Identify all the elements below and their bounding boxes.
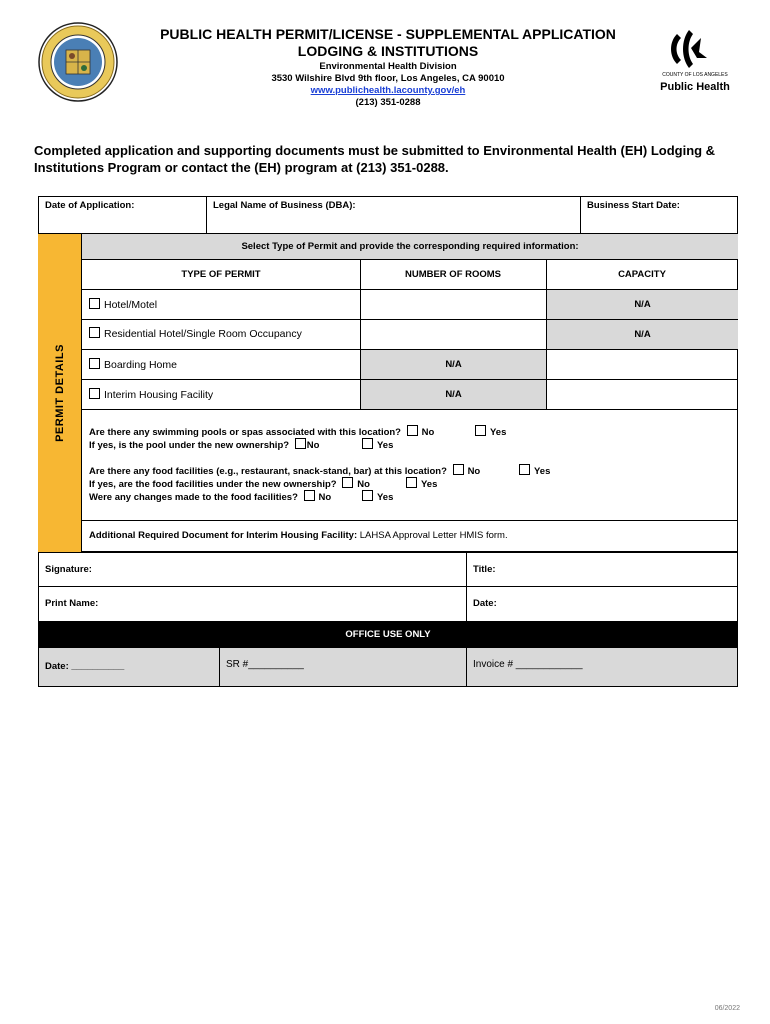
office-invoice-field: Invoice # ____________	[473, 659, 583, 670]
boarding-home-checkbox[interactable]	[89, 358, 100, 369]
food-changes-yes-checkbox[interactable]	[362, 490, 373, 501]
permit-details-band	[38, 234, 82, 552]
form-version-date: 06/2022	[714, 1005, 740, 1012]
signature-label: Signature:	[45, 564, 92, 575]
form-title-line1: PUBLIC HEALTH PERMIT/LICENSE - SUPPLEMENTAL APPLICATION	[160, 26, 616, 42]
number-of-rooms-header: NUMBER OF ROOMS	[404, 269, 502, 280]
division-name: Environmental Health Division	[319, 61, 457, 72]
hotel-motel-checkbox[interactable]	[89, 298, 100, 309]
title-label: Title:	[473, 564, 496, 575]
date-of-application-label: Date of Application:	[45, 200, 135, 211]
form-title-line2: LODGING & INSTITUTIONS	[297, 43, 479, 59]
pool-yes-checkbox[interactable]	[475, 425, 486, 436]
hotel-motel-capacity: N/A	[634, 299, 651, 310]
permit-row-residential-hotel: Residential Hotel/Single Room Occupancy	[89, 327, 302, 340]
business-name-label: Legal Name of Business (DBA):	[213, 200, 356, 211]
pool-ownership-question: If yes, is the pool under the new ownership? No	[89, 440, 320, 451]
interim-housing-rooms: N/A	[445, 389, 462, 400]
interim-housing-checkbox[interactable]	[89, 388, 100, 399]
pool-question: Are there any swimming pools or spas associated with this location? No	[89, 427, 435, 438]
signature-date-label: Date:	[473, 598, 497, 609]
permit-details-label: PERMIT DETAILS	[54, 344, 66, 442]
permit-row-hotel-motel: Hotel/Motel	[89, 298, 157, 311]
pool-no-checkbox[interactable]	[407, 425, 418, 436]
boarding-home-rooms: N/A	[445, 359, 462, 370]
permit-row-interim-housing: Interim Housing Facility	[89, 388, 213, 401]
office-date-field: Date: __________	[45, 661, 125, 672]
logo-title: Public Health	[660, 81, 730, 93]
pool-ownership-no-checkbox[interactable]	[295, 438, 306, 449]
interim-housing-capacity-input[interactable]	[550, 382, 734, 406]
website-link[interactable]: www.publichealth.lacounty.gov/eh	[310, 85, 466, 96]
residential-hotel-checkbox[interactable]	[89, 327, 100, 338]
additional-document-value: LAHSA Approval Letter HMIS form.	[359, 530, 508, 541]
food-facility-no-checkbox[interactable]	[453, 464, 464, 475]
additional-document-note: Additional Required Document for Interim Housing Facility: LAHSA Approval Letter HMIS form.	[89, 530, 508, 541]
office-use-section	[38, 647, 738, 687]
office-sr-field: SR #__________	[226, 659, 304, 670]
food-ownership-question: If yes, are the food facilities under the new ownership? No	[89, 479, 370, 490]
hotel-motel-rooms-input[interactable]	[364, 292, 542, 316]
signature-section	[38, 552, 738, 622]
food-facility-yes-checkbox[interactable]	[519, 464, 530, 475]
select-permit-instruction: Select Type of Permit and provide the corresponding required information:	[241, 241, 579, 252]
county-seal-logo	[38, 22, 118, 102]
logo-caption: COUNTY OF LOS ANGELES	[662, 72, 728, 78]
food-changes-question: Were any changes made to the food facilities? No	[89, 492, 332, 503]
business-start-date-label: Business Start Date:	[587, 200, 680, 211]
print-name-label: Print Name:	[45, 598, 99, 609]
office-use-header: OFFICE USE ONLY	[38, 622, 738, 647]
submission-instructions: Completed application and supporting documents must be submitted to Environmental Health (EH) Lodging & Institutions Program or contact the (EH) program at (213) 351-0288.	[34, 143, 716, 175]
food-ownership-yes-checkbox[interactable]	[406, 477, 417, 488]
capacity-header: CAPACITY	[618, 269, 666, 280]
pool-ownership-yes-checkbox[interactable]	[362, 438, 373, 449]
residential-hotel-rooms-input[interactable]	[364, 322, 542, 346]
food-changes-no-checkbox[interactable]	[304, 490, 315, 501]
division-phone: (213) 351-0288	[355, 97, 421, 108]
boarding-home-capacity-input[interactable]	[550, 352, 734, 376]
type-of-permit-header: TYPE OF PERMIT	[181, 269, 261, 280]
food-ownership-no-checkbox[interactable]	[342, 477, 353, 488]
permit-row-boarding-home: Boarding Home	[89, 358, 177, 371]
residential-hotel-capacity: N/A	[634, 329, 651, 340]
division-address: 3530 Wilshire Blvd 9th floor, Los Angeles, CA 90010	[271, 73, 505, 84]
food-facility-question: Are there any food facilities (e.g., restaurant, snack-stand, bar) at this location? No	[89, 466, 481, 477]
